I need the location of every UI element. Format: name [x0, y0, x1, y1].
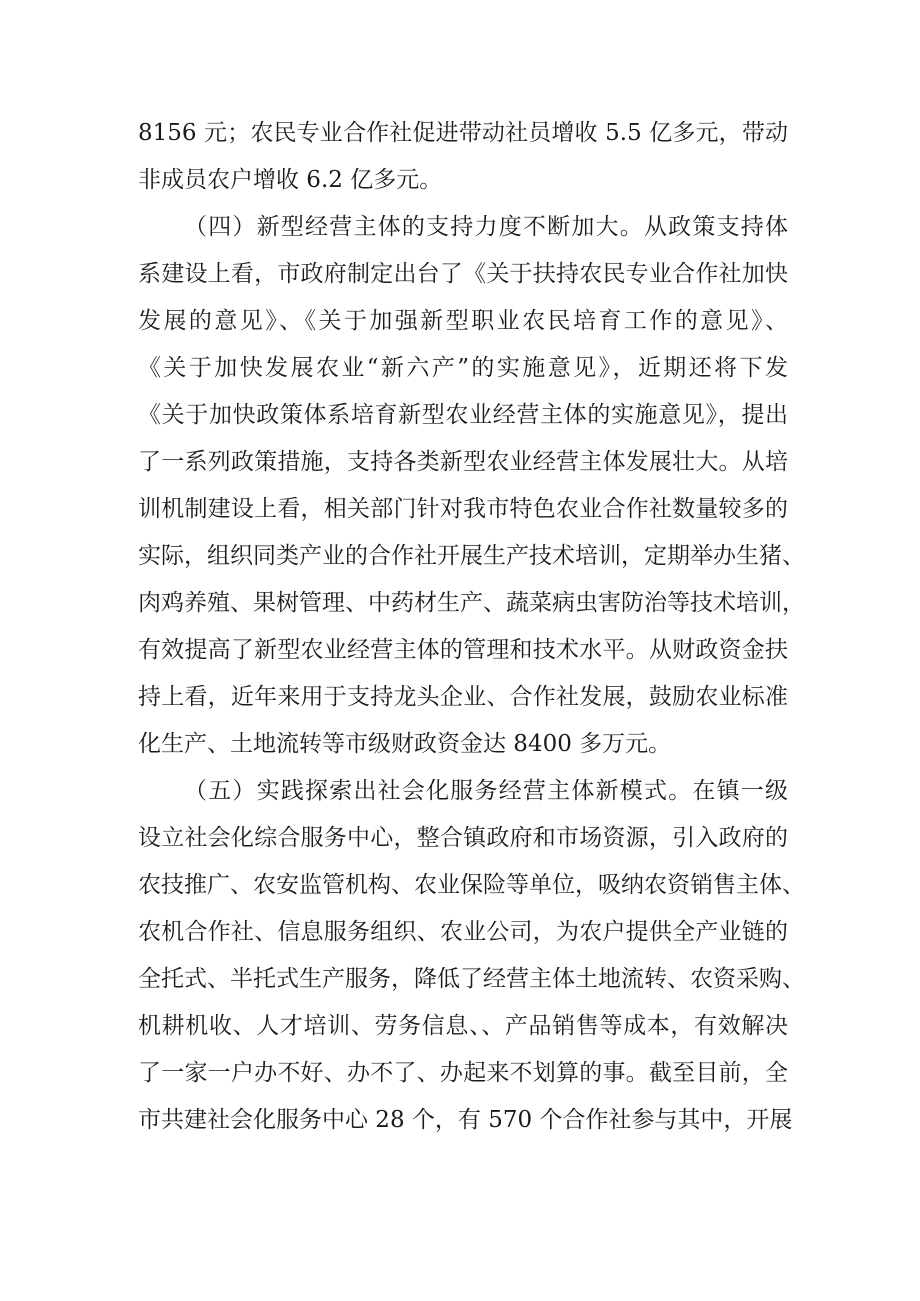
- text-line: 训机制建设上看，相关部门针对我市特色农业合作社数量较多的: [138, 496, 788, 522]
- text-line: 持上看，近年来用于支持龙头企业、合作社发展，鼓励农业标准: [138, 684, 788, 710]
- text-line: 系建设上看，市政府制定出台了《关于扶持农民专业合作社加快: [138, 261, 788, 287]
- text-line: （五）实践探索出社会化服务经营主体新模式。在镇一级: [184, 778, 788, 804]
- text-line: 市共建社会化服务中心 28 个，有 570 个合作社参与其中，开展: [138, 1107, 793, 1133]
- text-line: 《关于加快发展农业“新六产”的实施意见》，近期还将下发: [138, 355, 788, 381]
- text-line: 机耕机收、人才培训、劳务信息、、产品销售等成本，有效解决: [138, 1013, 788, 1039]
- text-line: 了一系列政策措施，支持各类新型农业经营主体发展壮大。从培: [138, 449, 788, 475]
- text-line: 了一家一户办不好、办不了、办起来不划算的事。截至目前，全: [138, 1060, 788, 1086]
- text-line: 农技推广、农安监管机构、农业保险等单位，吸纳农资销售主体、: [138, 872, 805, 898]
- body-text: [138, 110, 805, 1144]
- text-line: 农机合作社、信息服务组织、农业公司，为农户提供全产业链的: [138, 919, 788, 945]
- text-line: 全托式、半托式生产服务，降低了经营主体土地流转、农资采购、: [138, 966, 805, 992]
- text-line: 发展的意见》、《关于加强新型职业农民培育工作的意见》、: [138, 308, 788, 334]
- text-line: 8156 元；农民专业合作社促进带动社员增收 5.5 亿多元，带动: [138, 120, 788, 146]
- text-line: 非成员农户增收 6.2 亿多元。: [138, 167, 443, 193]
- text-line: 有效提高了新型农业经营主体的管理和技术水平。从财政资金扶: [138, 637, 788, 663]
- text-line: 设立社会化综合服务中心，整合镇政府和市场资源，引入政府的: [138, 825, 788, 851]
- text-line: 《关于加快政策体系培育新型农业经营主体的实施意见》，提出: [138, 402, 788, 428]
- text-line: （四）新型经营主体的支持力度不断加大。从政策支持体: [184, 214, 788, 240]
- text-line: 实际，组织同类产业的合作社开展生产技术培训，定期举办生猪、: [138, 543, 805, 569]
- text-line: 化生产、土地流转等市级财政资金达 8400 多万元。: [138, 731, 672, 757]
- text-line: 肉鸡养殖、果树管理、中药材生产、蔬菜病虫害防治等技术培训，: [138, 590, 805, 616]
